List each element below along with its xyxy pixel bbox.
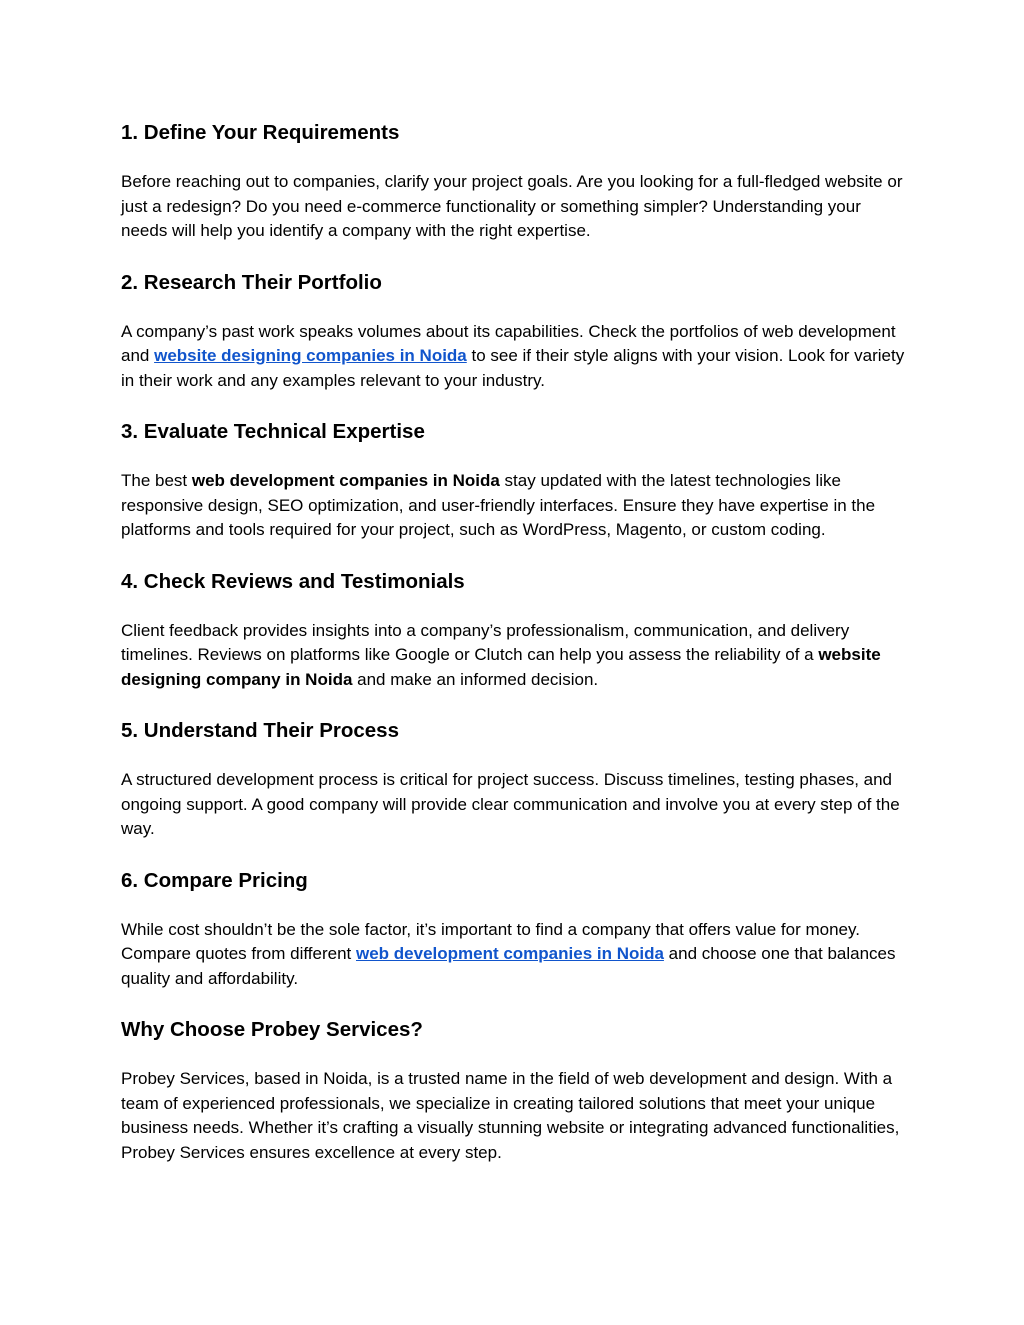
section-heading: 1. Define Your Requirements xyxy=(121,121,400,144)
section-heading: 6. Compare Pricing xyxy=(121,868,308,892)
bold-phrase: web development companies in Noida xyxy=(191,471,500,490)
paragraph-text: While cost shouldn’t be the sole factor, it’s important to find a company that offers value for money. Compare quotes from different xyxy=(121,919,860,963)
section-paragraph xyxy=(121,619,911,693)
bold-phrase: website designing company in Noida xyxy=(121,645,881,689)
section-understand-process xyxy=(121,714,911,842)
paragraph-text: to see if their style aligns with your vision. Look for variety in their work and any examples relevant to your industry. xyxy=(121,346,905,390)
paragraph-text: Client feedback provides insights into a company’s professionalism, communication, and delivery timelines. Reviews on platforms like Google or Clutch can help you assess the reliability of a xyxy=(121,620,850,664)
paragraph-text: A company’s past work speaks volumes about its capabilities. Check the portfolios of web development and xyxy=(121,321,896,365)
document-page xyxy=(121,116,911,1187)
section-paragraph: Probey Services, based in Noida, is a trusted name in the field of web development and design. With a team of experienced professionals, we specialize in creating tailored solutions that meet your unique business needs. Whether it’s crafting a visually stunning website or integrating advanced functionalities, Probey Services ensures excellence at every step. xyxy=(121,1069,900,1162)
section-technical-expertise xyxy=(121,415,911,543)
section-paragraph xyxy=(121,469,911,543)
section-compare-pricing xyxy=(121,864,911,992)
section-heading: 4. Check Reviews and Testimonials xyxy=(121,569,465,593)
section-heading: 3. Evaluate Technical Expertise xyxy=(121,420,425,443)
section-paragraph xyxy=(121,918,911,992)
section-heading: 2. Research Their Portfolio xyxy=(121,270,382,294)
website-designing-companies-link[interactable]: website designing companies in Noida xyxy=(154,346,467,365)
paragraph-text: and make an informed decision. xyxy=(352,669,599,689)
section-reviews-testimonials xyxy=(121,565,911,693)
section-paragraph: A structured development process is critical for project success. Discuss timelines, testing phases, and ongoing support. A good company will provide clear communication and involve you at every step of the way. xyxy=(121,770,900,838)
section-heading: 5. Understand Their Process xyxy=(121,719,399,742)
section-paragraph: Before reaching out to companies, clarify your project goals. Are you looking for a full-fledged website or just a redesign? Do you need e-commerce functionality or something simpler? Understanding your needs will help you identify a company with the right expertise. xyxy=(121,172,903,240)
paragraph-text: The best xyxy=(121,471,192,490)
section-why-probey xyxy=(121,1013,911,1165)
section-define-requirements xyxy=(121,116,911,244)
section-paragraph xyxy=(121,320,911,394)
section-research-portfolio xyxy=(121,266,911,394)
section-heading: Why Choose Probey Services? xyxy=(121,1018,423,1041)
paragraph-text: and choose one that balances quality and affordability. xyxy=(121,944,896,988)
web-development-companies-link[interactable]: web development companies in Noida xyxy=(355,944,664,963)
paragraph-text: stay updated with the latest technologies like responsive design, SEO optimization, and user-friendly interfaces. Ensure they have expertise in the platforms and tools required for your project, such as WordPress, Magento, or custom coding. xyxy=(121,471,876,539)
